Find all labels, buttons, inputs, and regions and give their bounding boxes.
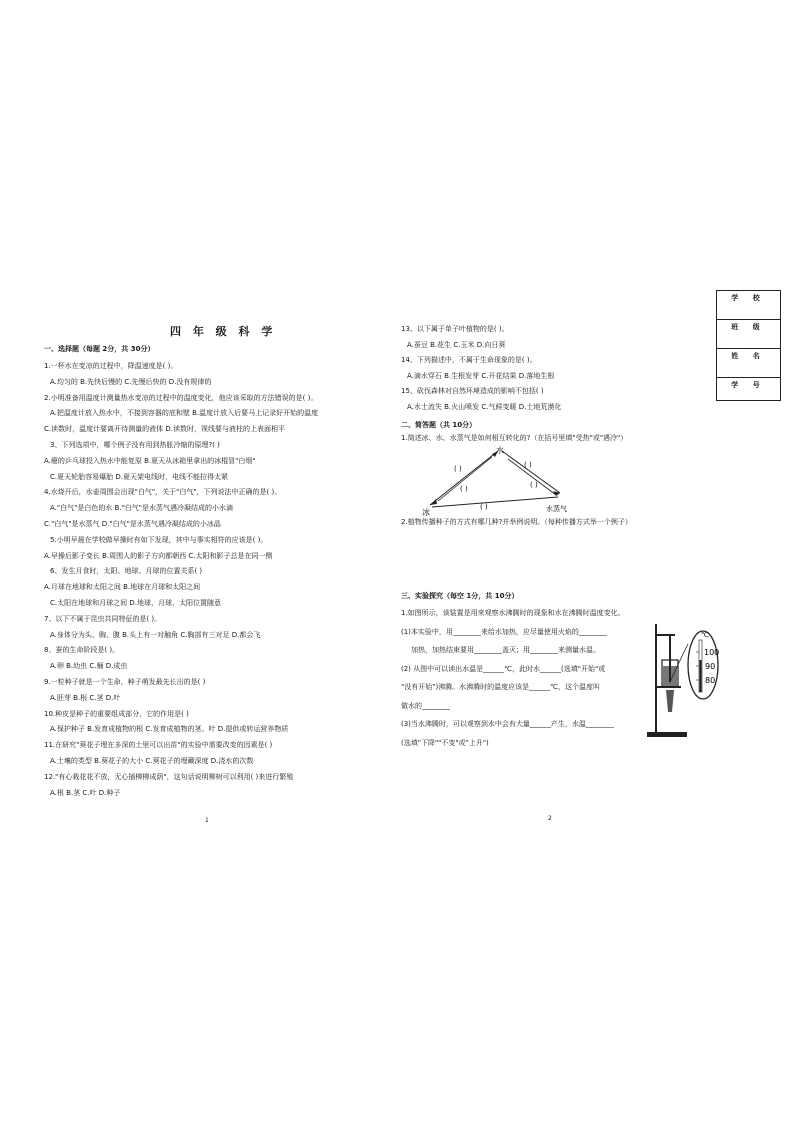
info-name	[717, 349, 780, 378]
short-answer-q2: 2.植物传播种子的方式有哪几种?并举例说明。（每种传播方式举一个例子）	[401, 518, 632, 526]
question-line: 9.一粒种子就是一个生命，种子萌发最先长出的是( )	[44, 678, 206, 686]
question-line: A.土壤的类型 B.葵花子的大小 C.葵花子的埋藏深度 D.浇水的次数	[50, 757, 254, 765]
question-line: A.均匀的 B.先快后慢的 C.先慢后快的 D.没有规律的	[50, 377, 212, 386]
experiment-line: (3)当水沸腾时，可以观察到水中会有大量______产生，水温________	[401, 720, 614, 728]
experiment-line: (1)本实验中，用________来给水加热，应尽量使用火焰的________	[401, 627, 607, 636]
question-cont-line: A.水土流失 B.火山喷发 C.气候变暖 D.土地荒漠化	[407, 402, 562, 411]
section-experiment-heading: 三、实验探究（每空 1分，共 10分）	[401, 592, 519, 600]
question-line: 2.小明准备用温度计测量热水变凉的过程中的温度变化，他应该采取的方法错误的是( )。	[44, 393, 318, 402]
stand-base	[647, 732, 687, 737]
question-line: A.身体分为头、胸、腹 B.头上有一对触角 C.胸部有三对足 D.都会飞	[50, 630, 261, 639]
info-number	[717, 378, 780, 400]
thermometer-tick-90: 90	[705, 662, 716, 671]
cycle-blank-4: ( )	[530, 481, 538, 489]
question-line: A.早操后影子变长 B.周围人的影子方向都朝西 C.太阳和影子总是在同一侧	[44, 551, 273, 560]
question-line: 5.小明早晨在学校做早操时有如下发现，其中与事实相符的应该是( )。	[50, 535, 268, 544]
question-cont-line: A.滴水穿石 B.生根发芽 C.开花结果 D.落地生根	[407, 371, 555, 380]
info-name-label: 姓 名	[731, 352, 766, 360]
thermometer-liquid	[700, 660, 702, 692]
cycle-label-steam: 水蒸气	[546, 505, 567, 513]
page-number-left: 1	[205, 817, 209, 824]
question-line: A.根 B.茎 C.叶 D.种子	[50, 788, 121, 797]
info-class	[717, 320, 780, 349]
cycle-label-water: 水	[496, 446, 504, 455]
section-short-answer-heading: 二、简答题（共 10分）	[401, 421, 477, 429]
experiment-line: "没有开始")沸腾。水沸腾时的温度应该是______℃，这个温度叫	[401, 683, 601, 691]
question-line: 10.种皮是种子的重要组成部分，它的作用是( )	[44, 709, 189, 718]
cycle-blank-5: ( )	[480, 503, 488, 511]
question-cont-line: 13、以下属于单子叶植物的是( )。	[401, 325, 509, 333]
info-class-label: 班 级	[731, 323, 766, 331]
question-line: A.月球在地球和太阳之间 B.地球在月球和太阳之间	[44, 583, 201, 592]
question-line: A.卵 B.幼虫 C.蛹 D.成虫	[50, 662, 128, 671]
info-number-label: 学 号	[731, 381, 766, 389]
boiling-apparatus	[644, 620, 724, 745]
thermometer-tick-80: 80	[705, 676, 716, 685]
cycle-label-ice: 冰	[422, 508, 430, 517]
student-info-box	[716, 290, 781, 401]
question-line: A.把温度计放入热水中，不接到容器的底和壁 B.温度计放入后要马上记录好开始的温度	[50, 409, 319, 418]
question-line: 12."有心栽花花不放，无心插柳柳成荫"，这句话说明柳树可以利用( )来进行繁殖	[44, 772, 294, 781]
question-line: A."白气"是白色的水 B."白气"是水蒸气遇冷凝结成的小水滴	[50, 504, 234, 513]
section-choice-heading: 一、选择题（每题 2分，共 30分）	[44, 345, 155, 353]
thermometer-stem	[669, 636, 671, 682]
arrow-ice-water	[438, 457, 492, 501]
question-line: A.瘪的乒乓球投入热水中能复原 B.夏天从冰箱里拿出的冰棍冒"白烟"	[44, 456, 256, 465]
stand-rod	[655, 624, 657, 732]
question-line: A.保护种子 B.发育成植物的根 C.发育成植物的茎、叶 D.提供或转运营养物质	[50, 725, 289, 734]
info-school	[717, 291, 780, 320]
thermometer-tick-100: 100	[704, 648, 720, 657]
question-line: A.胚芽 B.根 C.茎 D.叶	[50, 693, 121, 702]
question-line: 7、以下不属于昆虫共同特征的是( )。	[44, 614, 162, 623]
arrowhead-ice	[430, 499, 437, 505]
arrow-steam-water	[508, 459, 556, 495]
experiment-line: 1.如图所示，该装置是用来观察水沸腾时的现象和水在沸腾时温度变化。	[401, 609, 625, 617]
callout-line	[670, 644, 688, 682]
cycle-blank-1: ( )	[454, 465, 462, 473]
experiment-line: (2) 从图中可以读出水温是______℃，此时水______(选填"开始"或	[401, 664, 606, 673]
question-line: C.读数时，温度计要离开待测量的液体 D.读数时，视线要与液柱的上表面相平	[44, 425, 285, 434]
question-line: C.夏天轮胎容易爆胎 D.夏天架电线时，电线不能拉得太紧	[50, 472, 228, 481]
arrow-water-ice	[430, 451, 498, 505]
question-line: 1.一杯水在变凉的过程中，降温速度是( )。	[44, 362, 178, 370]
question-line: 6、发生月食时，太阳、地球、月球的位置关系( )	[50, 567, 203, 576]
question-cont-line: 14、下列描述中，不属于生命现象的是( )。	[401, 356, 537, 364]
question-line: C."白气"是水蒸气 D."白气"是水蒸气遇冷凝结成的小冰晶	[44, 520, 221, 528]
burner	[666, 690, 674, 712]
question-line: 8、蚕的生命阶段是( )。	[44, 646, 120, 655]
experiment-line: 做水的________	[401, 701, 450, 710]
question-line: C.太阳在地球和月球之间 D.地球、月球、太阳位置随意	[50, 599, 221, 607]
question-line: 4.水烧开后，水壶周围会出现"白气"，关于"白气"，下列说法中正确的是( )。	[44, 488, 282, 497]
page-title: 四 年 级 科 学	[170, 325, 277, 338]
question-line: 3、下列选项中，哪个例子没有用到热胀冷缩的原理?( )	[50, 441, 220, 449]
thermometer-unit: ℃	[701, 631, 709, 639]
question-line: 11.在研究"葵花子埋在多深的土里可以出苗"的实验中需要改变的因素是( )	[44, 741, 273, 750]
cycle-blank-3: ( )	[460, 485, 468, 493]
experiment-line: (选填"下降""不变"或"上升")	[401, 738, 489, 747]
question-cont-line: 15、砍伐森林对自然环境造成的影响不包括( )	[401, 387, 544, 395]
experiment-line: 加热，加热结束要用________盖灭；用________来测量水温。	[411, 646, 600, 654]
info-school-label: 学 校	[731, 294, 766, 302]
arrow-ice-steam	[432, 497, 558, 507]
page-number-right: 2	[548, 815, 552, 822]
water-cycle-diagram	[420, 445, 580, 517]
clamp-top	[655, 634, 675, 636]
short-answer-q1: 1.简述冰、水、水蒸气是如何相互转化的?（在括号里填"受热"或"遇冷"）	[401, 434, 628, 442]
question-cont-line: A.蚕豆 B.花生 C.玉米 D.向日葵	[407, 340, 506, 349]
cycle-blank-2: ( )	[524, 461, 532, 469]
